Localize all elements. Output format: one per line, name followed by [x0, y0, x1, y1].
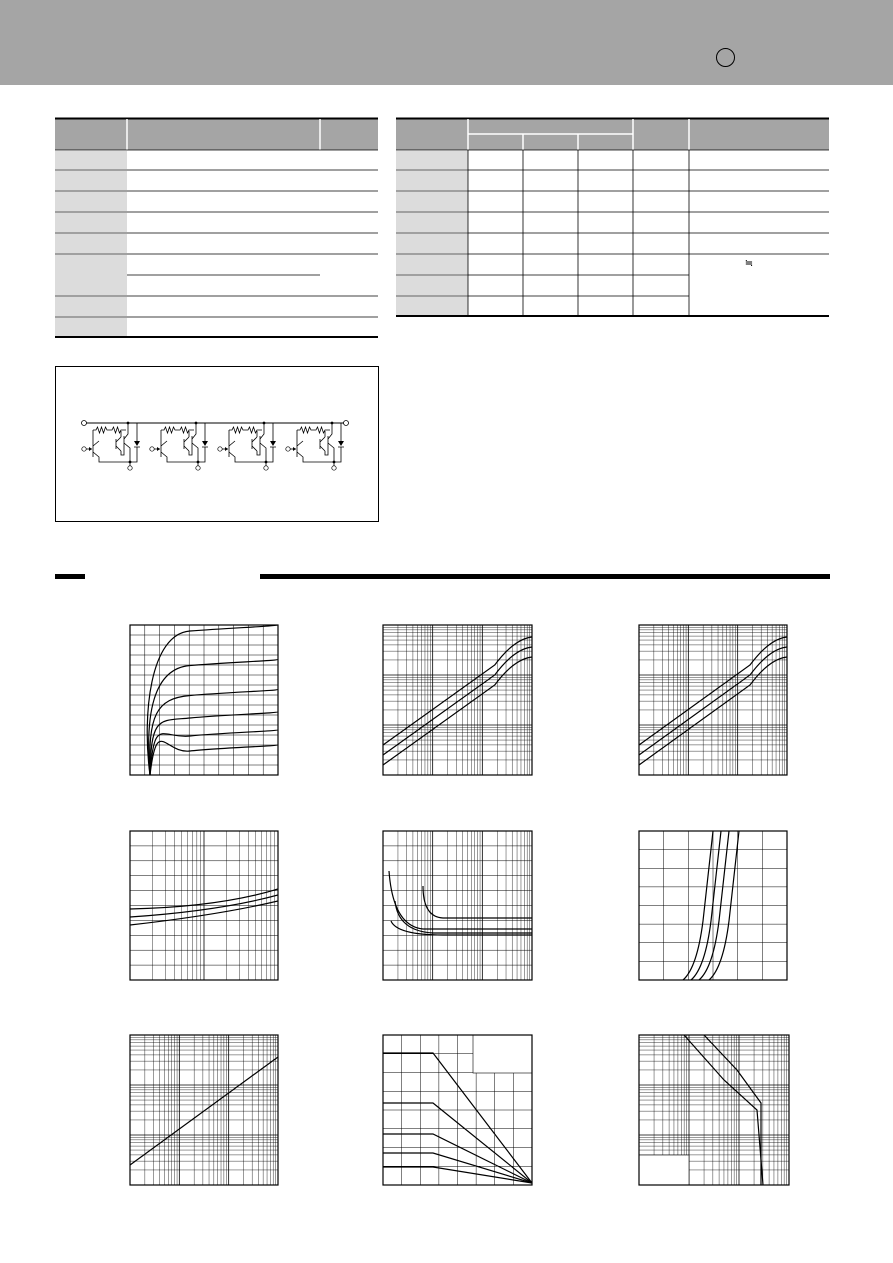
darlington-module [150, 422, 208, 471]
terminal-icon [264, 466, 268, 470]
terminal-icon [286, 447, 290, 451]
darlington-module [286, 422, 344, 471]
terminal-icon [332, 466, 336, 470]
table-row-header [396, 255, 468, 274]
table-row-header [396, 171, 468, 190]
table-row-header [396, 151, 468, 169]
graph-transient-thermal [130, 1035, 278, 1185]
circuit-diagram [56, 367, 379, 522]
graph-saturation-log [383, 831, 532, 980]
graph-output-characteristics [130, 625, 278, 775]
ratings-table [55, 119, 378, 338]
table-row-header [396, 276, 468, 295]
table-row-header [396, 213, 468, 232]
table-row-header [55, 234, 127, 253]
table-row-header [396, 234, 468, 253]
table-row-header [55, 213, 127, 232]
table-row-header [396, 297, 468, 315]
graph-derating [383, 1035, 532, 1185]
graph-log-log-1 [383, 625, 532, 775]
terminal-icon [344, 421, 349, 426]
terminal-icon [128, 466, 132, 470]
terminal-icon [150, 447, 154, 451]
table-row-header [55, 297, 127, 316]
graph-safe-operating-area [639, 1035, 789, 1185]
graph-transfer-characteristics [639, 831, 787, 980]
table-row-header [55, 171, 127, 190]
terminal-icon [82, 447, 86, 451]
terminal-icon [218, 447, 222, 451]
terminal-icon [196, 466, 200, 470]
darlington-module [218, 422, 276, 471]
terminal-icon [82, 421, 87, 426]
characteristics-table [396, 119, 829, 317]
graph-log-log-2 [639, 625, 787, 775]
table-row-header [55, 151, 127, 169]
graph-temperature-drift [130, 831, 278, 980]
ratings-table-header [55, 119, 378, 150]
table-row-header [396, 192, 468, 211]
darlington-module [82, 422, 140, 471]
table-row-header [55, 318, 127, 336]
section-rule [55, 574, 830, 579]
table-row-header [55, 192, 127, 211]
table-row-header [55, 255, 127, 295]
approx-equal-symbol: ≒ [744, 258, 754, 269]
